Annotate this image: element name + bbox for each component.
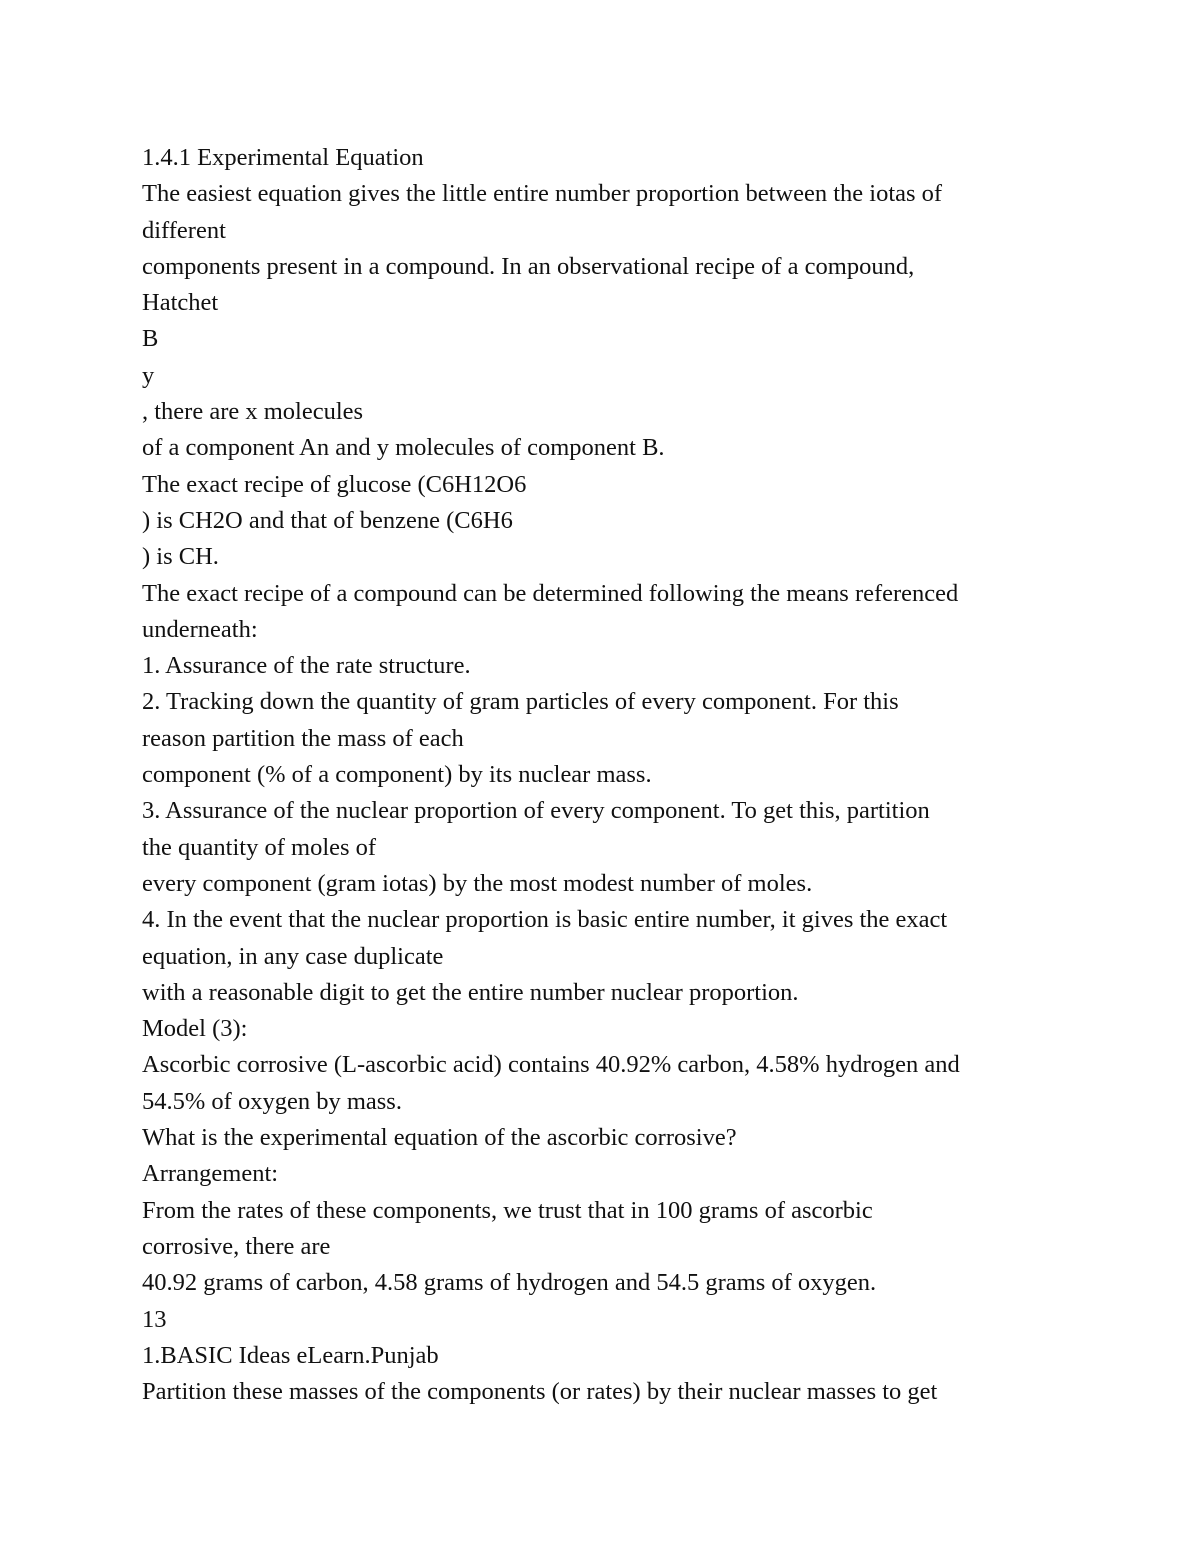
text-line: components present in a compound. In an observational recipe of a compound, [142,252,915,280]
example-heading: Model (3): [142,1015,248,1043]
text-line: corrosive, there are [142,1232,331,1260]
list-item-2: 2. Tracking down the quantity of gram particles of every component. For this [142,688,899,716]
text-line: B [142,325,159,353]
running-header: 1.BASIC Ideas eLearn.Punjab [142,1341,439,1369]
text-line: with a reasonable digit to get the entire number nuclear proportion. [142,978,799,1006]
text-line: equation, in any case duplicate [142,942,444,970]
question-line: What is the experimental equation of the ascorbic corrosive? [142,1124,737,1152]
text-line: underneath: [142,615,258,643]
text-line: Partition these masses of the components (or rates) by their nuclear masses to get [142,1378,938,1406]
text-line: the quantity of moles of [142,833,377,861]
text-line: Hatchet [142,289,219,317]
text-line: ) is CH2O and that of benzene (C6H6 [142,506,513,534]
text-line: every component (gram iotas) by the most modest number of moles. [142,869,813,897]
text-line: Ascorbic corrosive (L-ascorbic acid) contains 40.92% carbon, 4.58% hydrogen and [142,1051,960,1079]
text-line: 54.5% of oxygen by mass. [142,1087,402,1115]
text-line: From the rates of these components, we trust that in 100 grams of ascorbic [142,1196,873,1224]
text-line: component (% of a component) by its nuclear mass. [142,761,652,789]
section-heading: 1.4.1 Experimental Equation [142,144,424,171]
solution-heading: Arrangement: [142,1160,279,1188]
text-line: ) is CH. [142,543,219,571]
page-number: 13 [142,1305,167,1333]
text-line: The exact recipe of glucose (C6H12O6 [142,470,527,498]
text-line: 40.92 grams of carbon, 4.58 grams of hydrogen and 54.5 grams of oxygen. [142,1269,877,1297]
text-line: The easiest equation gives the little entire number proportion between the iotas of [142,180,943,208]
text-line: of a component An and y molecules of component B. [142,434,665,462]
text-line: , there are x molecules [142,398,364,426]
list-item-4: 4. In the event that the nuclear proportion is basic entire number, it gives the exact [142,906,948,934]
document-body [142,140,1072,1410]
text-line: y [142,361,155,389]
text-line: reason partition the mass of each [142,724,464,752]
list-item-3: 3. Assurance of the nuclear proportion of every component. To get this, partition [142,797,930,825]
text-line: The exact recipe of a compound can be determined following the means referenced [142,579,959,607]
text-line: different [142,216,226,244]
list-item-1: 1. Assurance of the rate structure. [142,652,471,680]
